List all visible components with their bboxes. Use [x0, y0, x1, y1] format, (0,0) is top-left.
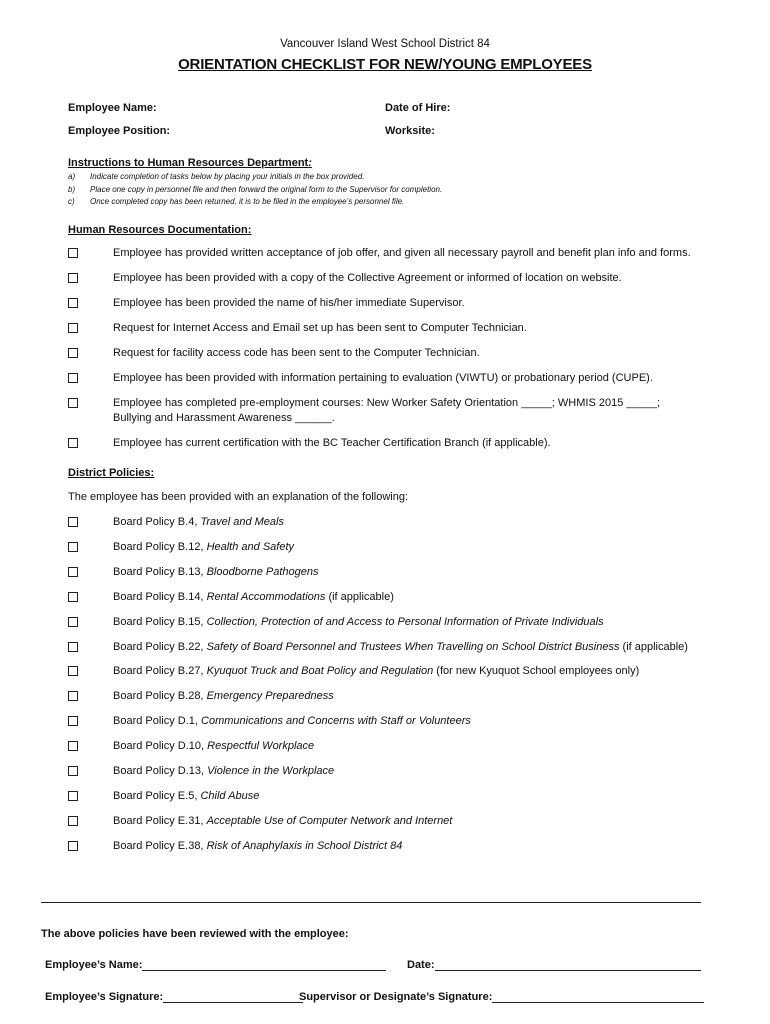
- policy-checkbox[interactable]: [68, 791, 78, 801]
- hr-checkbox[interactable]: [68, 298, 78, 308]
- employee-name-footer-label: Employee’s Name:: [45, 959, 143, 971]
- policy-item: [113, 515, 284, 530]
- policy-number: Board Policy B.27,: [113, 665, 207, 677]
- policy-checkbox[interactable]: [68, 766, 78, 776]
- policy-number: Board Policy D.10,: [113, 740, 208, 752]
- employee-name-input-line[interactable]: [142, 959, 386, 971]
- district-policies-heading: [68, 467, 154, 479]
- reviewed-statement: The above policies have been reviewed with the employee:: [41, 928, 349, 940]
- hr-checkbox[interactable]: [68, 273, 78, 283]
- district-policies-heading-colon: :: [150, 467, 155, 479]
- hr-checkbox[interactable]: [68, 398, 78, 408]
- instruction-item: [68, 172, 364, 181]
- supervisor-signature-line[interactable]: [492, 991, 704, 1003]
- policy-item: [113, 739, 314, 754]
- policy-checkbox[interactable]: [68, 567, 78, 577]
- policy-number: Board Policy E.38,: [113, 840, 207, 852]
- supervisor-signature-row: [299, 991, 704, 1003]
- policy-item: [113, 590, 394, 605]
- employee-name-label: Employee Name:: [68, 102, 157, 114]
- policy-title: Collection, Protection of and Access to Personal Information of Private Individuals: [206, 616, 604, 628]
- policy-number: Board Policy B.12,: [113, 541, 207, 553]
- supervisor-signature-label: Supervisor or Designate’s Signature:: [299, 991, 493, 1003]
- hr-documentation-heading-colon: :: [247, 224, 252, 236]
- district-policies-heading-text: District Policies: [68, 467, 151, 479]
- employee-signature-row: [45, 991, 303, 1003]
- policy-number: Board Policy B.14,: [113, 591, 207, 603]
- policy-checkbox[interactable]: [68, 741, 78, 751]
- hr-documentation-heading-text: Human Resources Documentation: [68, 224, 248, 236]
- policy-title: Kyuquot Truck and Boat Policy and Regulation: [206, 665, 434, 677]
- policy-number: Board Policy B.22,: [113, 641, 207, 653]
- hr-item: Employee has provided written acceptance of job offer, and given all necessary payroll and benefit plan info and forms.: [113, 247, 691, 259]
- hr-item: Request for Internet Access and Email set up has been sent to Computer Technician.: [113, 322, 527, 334]
- policy-number: Board Policy D.13,: [113, 765, 208, 777]
- policy-item: [113, 565, 319, 580]
- instructions-heading-colon: :: [308, 157, 312, 169]
- policy-title: Violence in the Workplace: [207, 765, 335, 777]
- policy-title: Acceptable Use of Computer Network and Internet: [206, 815, 453, 827]
- policy-title: Emergency Preparedness: [206, 690, 334, 702]
- date-input-line[interactable]: [435, 959, 701, 971]
- employee-position-label: Employee Position:: [68, 125, 171, 137]
- hr-item: Request for facility access code has been sent to the Computer Technician.: [113, 347, 480, 359]
- policy-checkbox[interactable]: [68, 691, 78, 701]
- district-name: Vancouver Island West School District 84: [280, 38, 490, 50]
- policy-number: Board Policy D.1,: [113, 715, 202, 727]
- hr-item: Employee has been provided the name of his/her immediate Supervisor.: [113, 297, 465, 309]
- policy-title: Rental Accommodations: [206, 591, 326, 603]
- hr-item: Employee has been provided with information pertaining to evaluation (VIWTU) or probationary period (CUPE).: [113, 372, 653, 384]
- instruction-item: [68, 185, 442, 194]
- hr-checkbox[interactable]: [68, 323, 78, 333]
- policy-item: [113, 664, 639, 679]
- date-row: [407, 959, 701, 971]
- hr-checkbox[interactable]: [68, 348, 78, 358]
- policy-item: [113, 764, 334, 779]
- worksite-label: Worksite:: [385, 125, 435, 137]
- employee-signature-line[interactable]: [163, 991, 303, 1003]
- employee-signature-label: Employee’s Signature:: [45, 991, 164, 1003]
- policy-note: (if applicable): [325, 591, 394, 603]
- policy-title: Child Abuse: [200, 790, 260, 802]
- policy-title: Respectful Workplace: [207, 740, 315, 752]
- policy-title: Communications and Concerns with Staff or Volunteers: [201, 715, 471, 727]
- policy-item: [113, 540, 294, 555]
- policy-title: Health and Safety: [206, 541, 295, 553]
- policy-number: Board Policy B.13,: [113, 566, 207, 578]
- policy-number: Board Policy B.4,: [113, 516, 201, 528]
- instruction-text: Place one copy in personnel file and then forward the original form to the Supervisor for completion.: [90, 185, 443, 194]
- policy-checkbox[interactable]: [68, 517, 78, 527]
- policy-number: Board Policy B.15,: [113, 616, 207, 628]
- date-of-hire-label: Date of Hire:: [385, 102, 451, 114]
- policy-title: Safety of Board Personnel and Trustees When Travelling on School District Business: [206, 641, 620, 653]
- policy-item: [113, 689, 334, 704]
- policy-note: (for new Kyuquot School employees only): [433, 665, 640, 677]
- policy-title: Travel and Meals: [200, 516, 284, 528]
- hr-documentation-heading: [68, 224, 251, 236]
- instruction-marker: c): [68, 197, 75, 206]
- instruction-text: Indicate completion of tasks below by placing your initials in the box provided.: [90, 172, 365, 181]
- policy-item: [113, 714, 471, 729]
- policy-item: [113, 640, 688, 655]
- hr-item: Employee has current certification with the BC Teacher Certification Branch (if applicable).: [113, 437, 551, 449]
- employee-name-signature-row: [45, 959, 386, 971]
- policy-item: [113, 615, 604, 630]
- instructions-heading: [68, 157, 312, 169]
- policy-checkbox[interactable]: [68, 592, 78, 602]
- policy-item: [113, 814, 452, 829]
- policy-checkbox[interactable]: [68, 642, 78, 652]
- policy-title: Bloodborne Pathogens: [206, 566, 319, 578]
- policy-item: [113, 789, 259, 804]
- policy-number: Board Policy E.31,: [113, 815, 207, 827]
- policy-checkbox[interactable]: [68, 816, 78, 826]
- page-title: ORIENTATION CHECKLIST FOR NEW/YOUNG EMPLOYEES: [178, 56, 592, 73]
- hr-checkbox[interactable]: [68, 438, 78, 448]
- hr-checkbox[interactable]: [68, 373, 78, 383]
- policy-checkbox[interactable]: [68, 666, 78, 676]
- policy-number: Board Policy B.28,: [113, 690, 207, 702]
- hr-item: Employee has been provided with a copy of the Collective Agreement or informed of location on website.: [113, 272, 622, 284]
- hr-item-continuation: Bullying and Harassment Awareness ______.: [113, 412, 335, 424]
- instruction-marker: b): [68, 185, 76, 194]
- instruction-marker: a): [68, 172, 76, 181]
- policy-checkbox[interactable]: [68, 716, 78, 726]
- hr-item: Employee has completed pre-employment courses: New Worker Safety Orientation _____; WHMIS 2015 _____;: [113, 397, 661, 409]
- hr-checkbox[interactable]: [68, 248, 78, 258]
- policy-checkbox[interactable]: [68, 542, 78, 552]
- policy-checkbox[interactable]: [68, 841, 78, 851]
- policy-number: Board Policy E.5,: [113, 790, 201, 802]
- policy-checkbox[interactable]: [68, 617, 78, 627]
- policy-title: Risk of Anaphylaxis in School District 84: [206, 840, 403, 852]
- instruction-text: Once completed copy has been returned, it is to be filed in the employee’s personnel file.: [90, 197, 405, 206]
- policy-note: (if applicable): [619, 641, 688, 653]
- date-footer-label: Date:: [407, 959, 435, 971]
- instruction-item: [68, 197, 404, 206]
- policy-item: [113, 839, 402, 854]
- divider-line: [41, 902, 701, 903]
- policies-intro: The employee has been provided with an explanation of the following:: [68, 491, 409, 503]
- instructions-heading-text: Instructions to Human Resources Department: [68, 157, 309, 169]
